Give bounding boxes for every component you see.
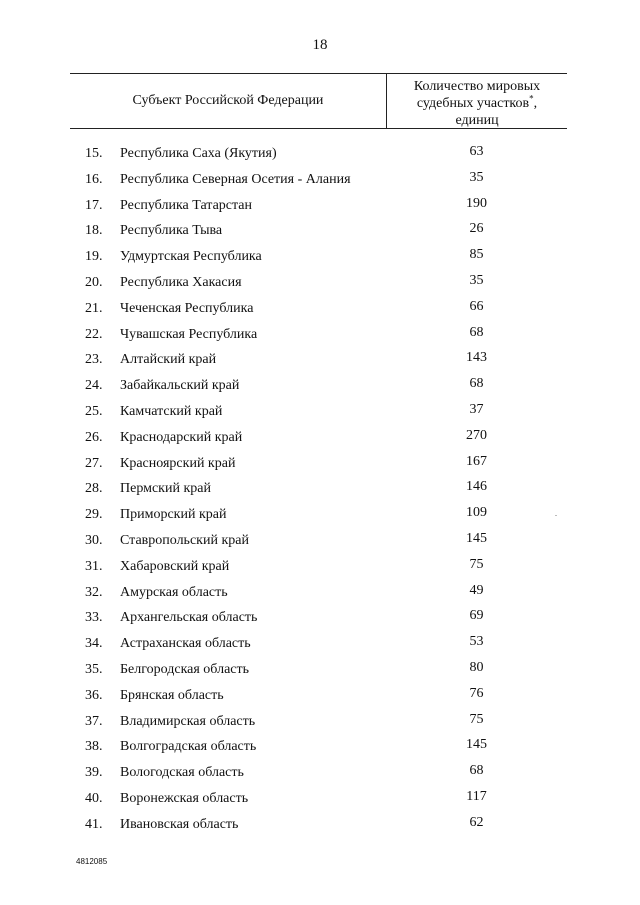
table-row [0, 762, 640, 788]
row-number: 33. [85, 610, 103, 626]
row-number: 31. [85, 558, 103, 574]
row-subject-name: Красноярский край [120, 455, 236, 471]
table-row [0, 478, 640, 504]
row-subject-name: Республика Тыва [120, 223, 223, 239]
table-row [0, 349, 640, 375]
row-number: 17. [85, 197, 103, 213]
row-count: 62 [469, 814, 484, 830]
row-count: 145 [466, 530, 487, 546]
table-row [0, 246, 640, 272]
row-subject-name: Республика Северная Осетия - Алания [120, 171, 351, 187]
row-count: 49 [469, 582, 484, 598]
table-row [0, 427, 640, 453]
row-subject-name: Республика Татарстан [120, 197, 253, 213]
row-count: 26 [469, 221, 484, 237]
row-number: 35. [85, 661, 103, 677]
row-subject-name: Брянская область [120, 687, 224, 703]
row-subject-name: Амурская область [120, 584, 228, 600]
row-number: 28. [85, 481, 103, 497]
row-number: 34. [85, 636, 103, 652]
row-count: 146 [466, 479, 487, 495]
row-subject-name: Пермский край [120, 481, 211, 497]
row-count: 85 [469, 247, 484, 263]
table-row [0, 711, 640, 737]
row-number: 36. [85, 687, 103, 703]
table-row [0, 736, 640, 762]
row-number: 19. [85, 249, 103, 265]
table-row [0, 220, 640, 246]
row-count: 117 [466, 788, 487, 804]
table-body [0, 143, 640, 840]
row-subject-name: Волгоградская область [120, 739, 257, 755]
row-count: 80 [469, 659, 484, 675]
row-subject-name: Белгородская область [120, 661, 250, 677]
row-number: 29. [85, 507, 103, 523]
table-row [0, 324, 640, 350]
row-count: 37 [469, 401, 484, 417]
row-number: 21. [85, 300, 103, 316]
row-subject-name: Республика Хакасия [120, 274, 242, 290]
row-subject-name: Республика Саха (Якутия) [120, 146, 277, 161]
header-count-footnote-mark: * [529, 93, 534, 104]
row-subject-name: Камчатский край [120, 403, 223, 419]
row-subject-name: Ивановская область [120, 816, 239, 832]
row-subject-name: Забайкальский край [120, 378, 240, 394]
table-row [0, 556, 640, 582]
row-number: 18. [85, 223, 103, 239]
page-number: 18 [312, 37, 328, 53]
row-subject-name: Владимирская область [120, 713, 256, 729]
row-number: 32. [85, 584, 103, 600]
row-count: 63 [469, 144, 484, 159]
table-row [0, 530, 640, 556]
table-row [0, 814, 640, 840]
row-subject-name: Астраханская область [120, 636, 251, 652]
header-subject: Субъект Российской Федерации [132, 93, 324, 108]
row-number: 23. [85, 352, 103, 368]
table-row [0, 659, 640, 685]
row-number: 26. [85, 429, 103, 445]
row-subject-name: Приморский край [120, 507, 227, 523]
header-count-line2-text: судебных участков [416, 96, 530, 111]
row-number: 22. [85, 326, 103, 342]
row-number: 30. [85, 532, 103, 548]
row-subject-name: Ставропольский край [120, 532, 249, 548]
table-row [0, 272, 640, 298]
table-row [0, 375, 640, 401]
table-row [0, 633, 640, 659]
table-row [0, 582, 640, 608]
table-row [0, 504, 640, 530]
row-subject-name: Чеченская Республика [120, 300, 254, 316]
row-number: 38. [85, 739, 103, 755]
row-subject-name: Алтайский край [120, 352, 217, 368]
row-count: 75 [469, 556, 484, 572]
row-count: 109 [466, 505, 487, 521]
row-number: 24. [85, 378, 103, 394]
row-subject-name: Чувашская Республика [120, 326, 258, 342]
row-count: 167 [466, 453, 487, 469]
table-row [0, 401, 640, 427]
row-count: 35 [469, 272, 484, 288]
row-number: 37. [85, 713, 103, 729]
row-count: 66 [469, 298, 484, 314]
row-subject-name: Воронежская область [120, 790, 249, 806]
table-row [0, 607, 640, 633]
row-count: 270 [466, 427, 487, 443]
header-count-line2-suffix: , [533, 96, 538, 111]
row-count: 190 [466, 195, 487, 211]
table-row [0, 195, 640, 221]
row-number: 40. [85, 790, 103, 806]
row-number: 20. [85, 274, 103, 290]
row-count: 53 [469, 634, 484, 650]
row-count: 68 [469, 763, 484, 779]
table-top-rule [70, 73, 567, 74]
table-row [0, 169, 640, 195]
header-count-line1: Количество мировых [413, 79, 541, 94]
row-number: 25. [85, 403, 103, 419]
row-count: 69 [469, 608, 484, 624]
row-count: 76 [469, 685, 484, 701]
document-code: 4812085 [76, 857, 108, 866]
row-count: 75 [469, 711, 484, 727]
table-row [0, 788, 640, 814]
row-subject-name: Удмуртская Республика [120, 249, 262, 265]
table-row [0, 685, 640, 711]
row-count: 143 [466, 350, 487, 366]
row-number: 15. [85, 146, 103, 161]
row-subject-name: Вологодская область [120, 765, 244, 781]
row-number: 27. [85, 455, 103, 471]
row-subject-name: Архангельская область [120, 610, 258, 626]
table-row [0, 453, 640, 479]
row-number: 41. [85, 816, 103, 832]
row-subject-name: Хабаровский край [120, 558, 230, 574]
row-count: 35 [469, 169, 484, 185]
row-number: 39. [85, 765, 103, 781]
table-row [0, 298, 640, 324]
header-count-line3: единиц [455, 113, 499, 128]
row-count: 145 [466, 737, 487, 753]
row-count: 68 [469, 376, 484, 392]
speck [555, 515, 557, 516]
row-count: 68 [469, 324, 484, 340]
header-count [387, 78, 567, 129]
header-count-line2 [387, 95, 567, 112]
row-subject-name: Краснодарский край [120, 429, 243, 445]
table-row [0, 143, 640, 169]
row-number: 16. [85, 171, 103, 187]
